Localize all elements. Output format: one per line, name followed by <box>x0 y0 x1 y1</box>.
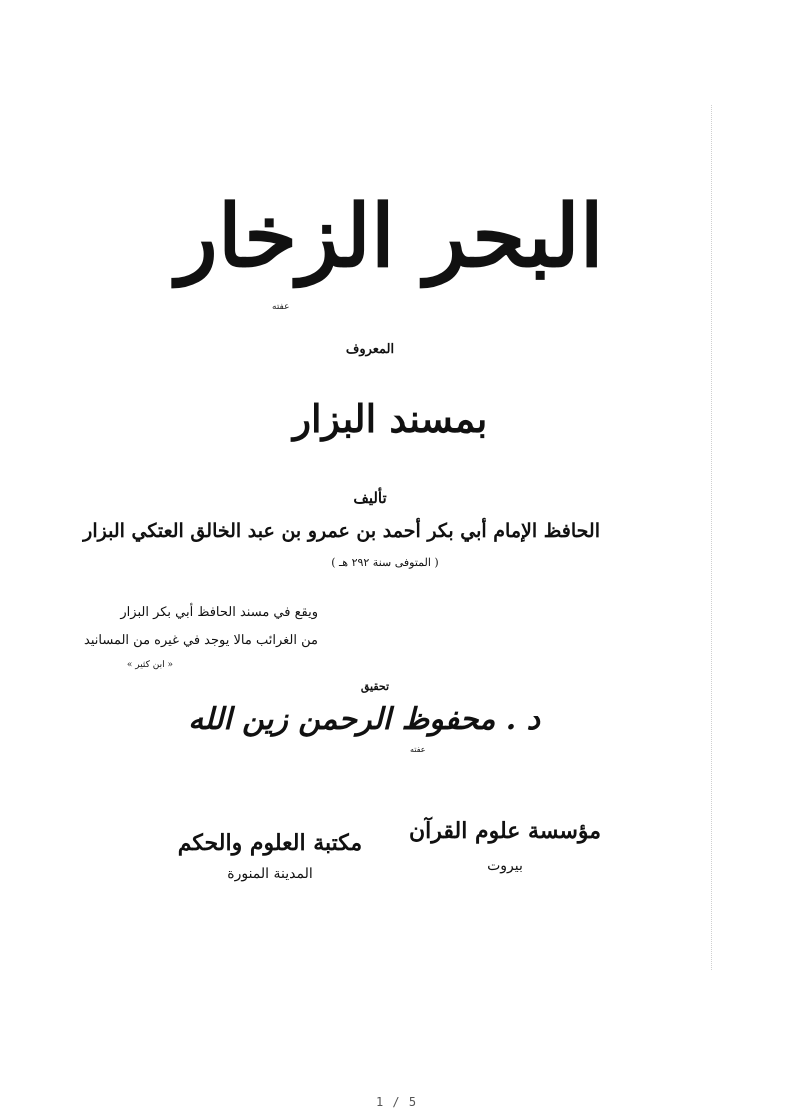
publisher-right-location: بيروت <box>487 858 523 874</box>
publisher-left-name: مكتبة العلوم والحكم <box>177 830 363 856</box>
editing-label: تحقيق <box>360 680 390 693</box>
publisher-right-name: مؤسسة علوم القرآن <box>408 818 602 844</box>
scan-margin-line <box>711 105 712 970</box>
book-subtitle: بمسند البزار <box>292 396 488 441</box>
editor-name: د . محفوظ الرحمن زين الله <box>188 702 540 737</box>
title-honorific: عفته <box>272 302 290 312</box>
quote-line-2: من الغرائب مالا يوجد في غيره من المسانيد <box>84 633 318 648</box>
publisher-left-location: المدينة المنورة <box>227 866 313 882</box>
known-as-label: المعروف <box>345 342 395 357</box>
authorship-label: تأليف <box>353 489 387 507</box>
quote-source: « ابن كثير » <box>126 660 173 670</box>
death-date-note: ( المتوفى سنة ٢٩٢ هـ ) <box>331 556 439 569</box>
book-title: البحر الزخار <box>176 186 604 287</box>
editor-honorific: عفته <box>410 745 426 754</box>
quote-line-1: ويقع في مسند الحافظ أبي بكر البزار <box>120 605 318 620</box>
author-name: الحافظ الإمام أبي بكر أحمد بن عمرو بن عبد الخالق العتكي البزار <box>83 520 600 542</box>
page-indicator: 1 / 5 <box>375 1095 418 1109</box>
